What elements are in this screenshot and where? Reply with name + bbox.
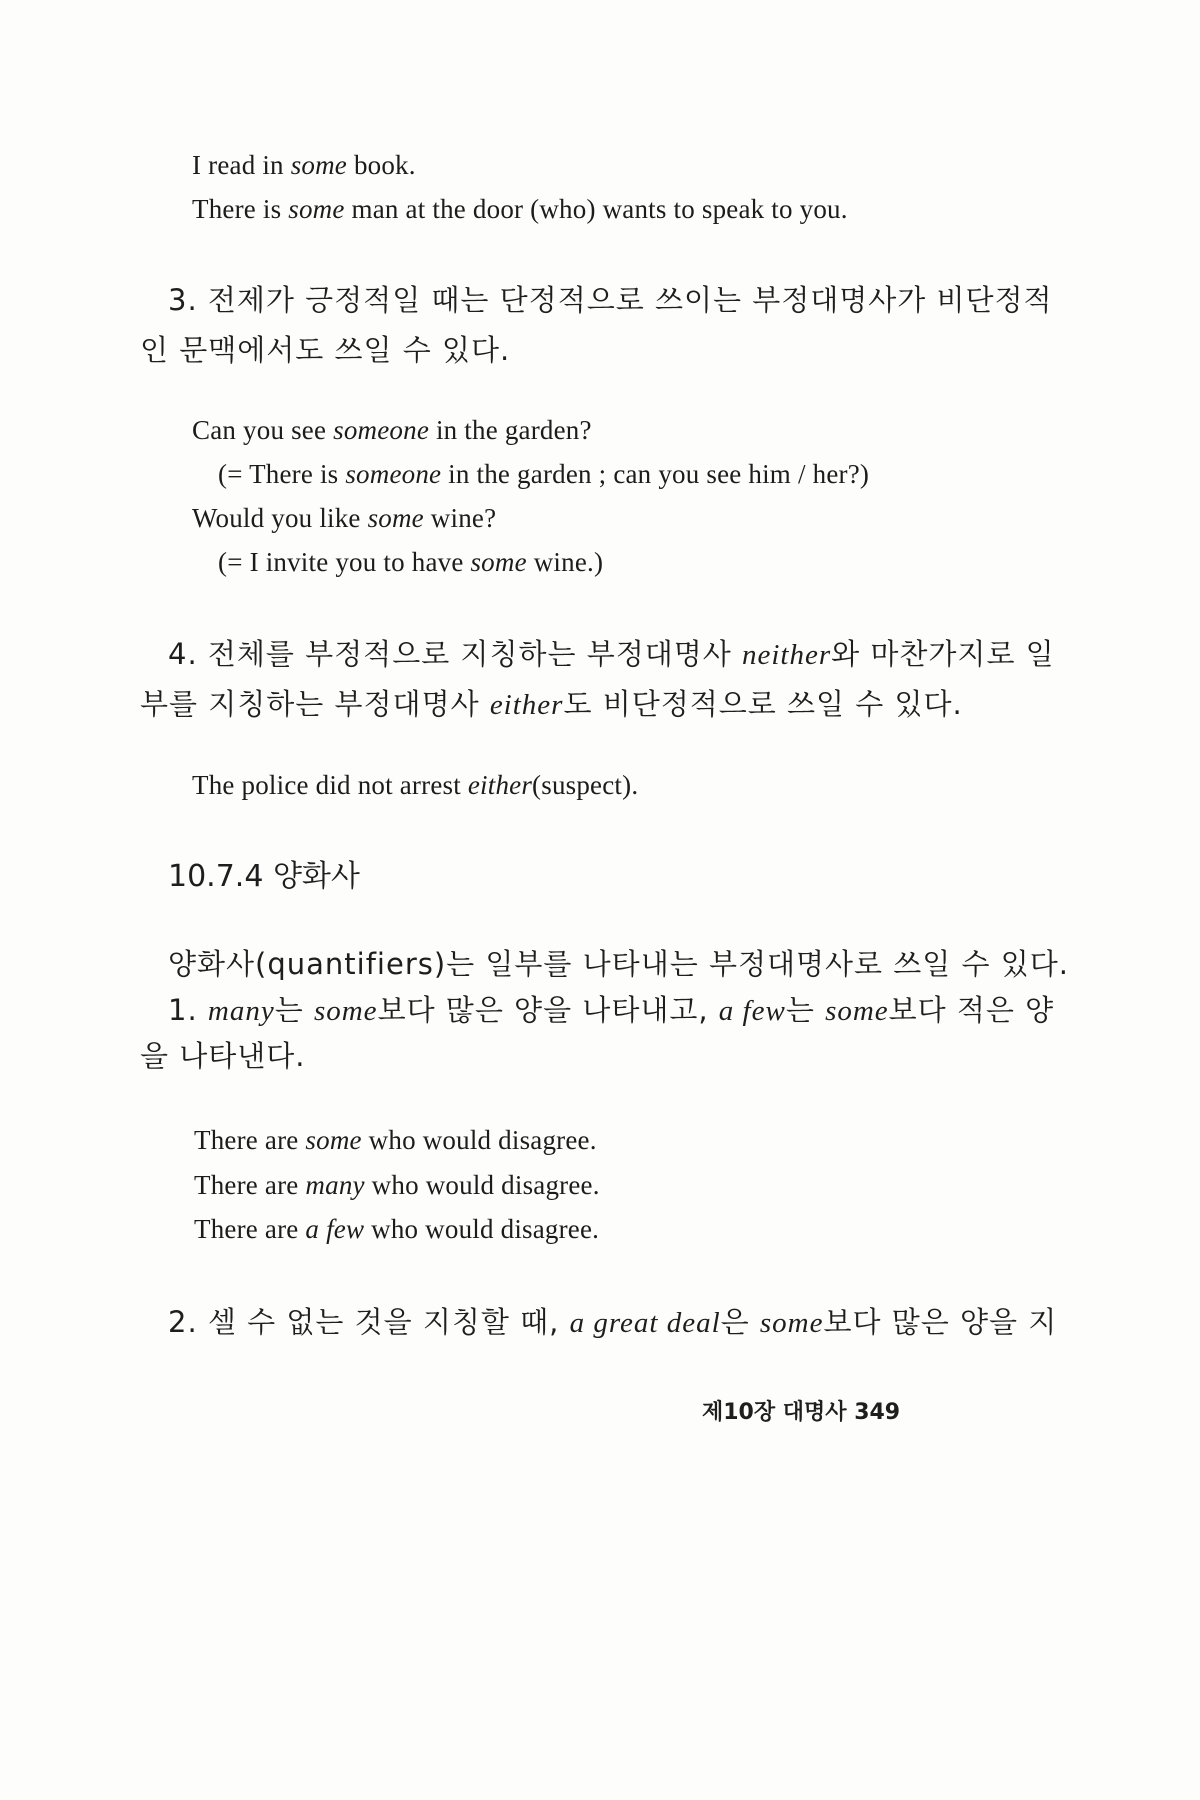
example-sentence: There is some man at the door (who) wants to speak to you. [192, 194, 848, 224]
example-sentence: There are many who would disagree. [194, 1170, 600, 1200]
rule-q1-line-1: 1. many는 some보다 많은 양을 나타내고, a few는 some보다 적은 양 [168, 993, 1055, 1027]
rule-q1-line-2: 을 나타낸다. [140, 1039, 306, 1073]
example-sentence: Can you see someone in the garden? [192, 415, 592, 445]
rule-3-line-1: 3. 전제가 긍정적일 때는 단정적으로 쓰이는 부정대명사가 비단정적 [168, 283, 1053, 317]
example-sentence: There are a few who would disagree. [194, 1214, 600, 1244]
page-footer: 제10장 대명사 349 [702, 1400, 901, 1425]
rule-3-line-2: 인 문맥에서도 쓰일 수 있다. [140, 333, 511, 367]
example-sentence: I read in some book. [192, 150, 416, 180]
example-sentence: The police did not arrest either(suspect). [192, 770, 639, 800]
rule-4-line-1: 4. 전체를 부정적으로 지칭하는 부정대명사 neither와 마찬가지로 일 [168, 637, 1055, 671]
example-gloss: (= I invite you to have some wine.) [218, 547, 604, 577]
rule-4-line-2: 부를 지칭하는 부정대명사 either도 비단정적으로 쓰일 수 있다. [140, 687, 963, 721]
quantifier-intro: 양화사(quantifiers)는 일부를 나타내는 부정대명사로 쓰일 수 있다. [168, 947, 1069, 981]
section-heading: 10.7.4 양화사 [168, 859, 360, 894]
rule-q2-line-1: 2. 셀 수 없는 것을 지칭할 때, a great deal은 some보다 많은 양을 지 [168, 1305, 1058, 1339]
example-sentence: Would you like some wine? [192, 503, 497, 533]
example-sentence: There are some who would disagree. [194, 1125, 597, 1155]
example-gloss: (= There is someone in the garden ; can you see him / her?) [218, 459, 870, 489]
